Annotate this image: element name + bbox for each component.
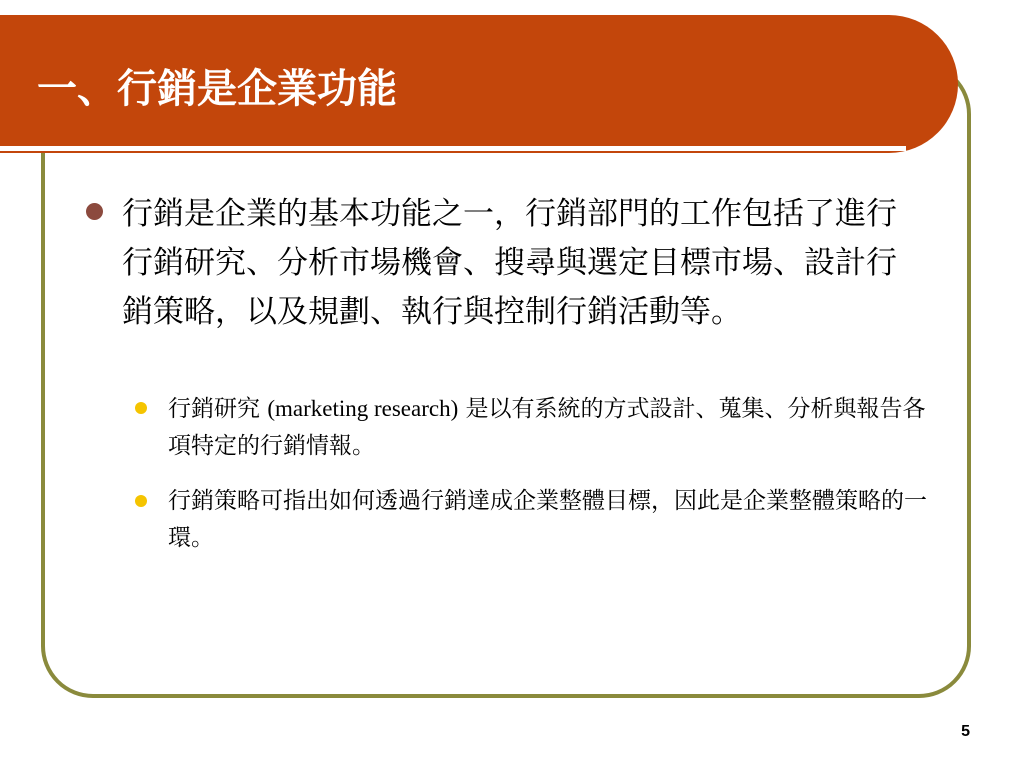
sub-bullet-text-1 — [168, 390, 948, 465]
slide-number: 5 — [961, 723, 970, 740]
sub-bullet-1-prefix: 行銷研究 — [168, 396, 268, 422]
slide-title: 一、行銷是企業功能 — [37, 65, 397, 112]
main-bullet-text: 行銷是企業的基本功能之一，行銷部門的工作包括了進行行銷研究、分析市場機會、搜尋與選定目標市場、設計行銷策略，以及規劃、執行與控制行銷活動等。 — [122, 196, 897, 330]
title-underline — [0, 146, 906, 151]
sub-bullet-1-suffix: 是以有系統的方式設計、蒐集、分析與報告各項特定的行銷情報。 — [168, 396, 926, 459]
bullet-dot-icon — [86, 203, 103, 220]
sub-bullet-text-2: 行銷策略可指出如何透過行銷達成企業整體目標，因此是企業整體策略的一環。 — [168, 488, 927, 551]
sub-bullet-1-latin: (marketing research) — [267, 396, 459, 421]
content-frame — [41, 62, 971, 698]
title-banner — [0, 15, 958, 153]
sub-bullet-dot-icon — [135, 402, 147, 414]
sub-bullet-dot-icon — [135, 495, 147, 507]
